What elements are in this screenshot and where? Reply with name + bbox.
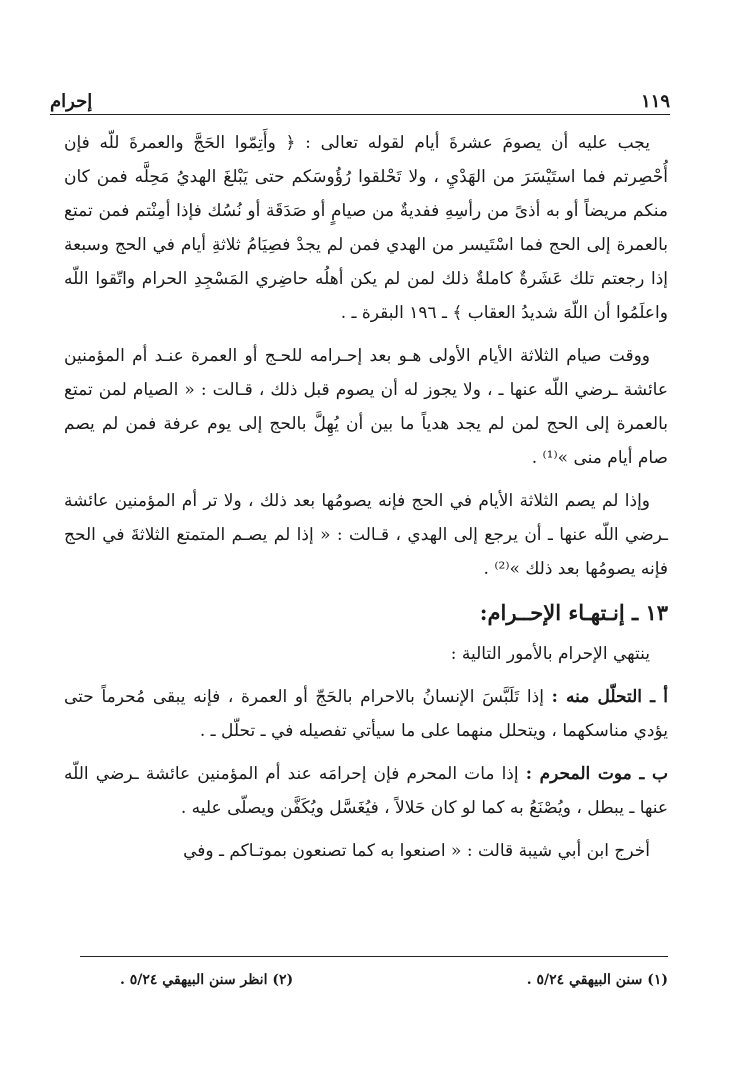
header-divider — [50, 114, 670, 115]
footnote-2: (٢) انظر سنن البيهقي ٥/٢٤ . — [120, 972, 294, 988]
footnote-1: (١) سنن البيهقي ٥/٢٤ . — [526, 972, 668, 988]
item-text: إذا تَلَبَّسَ الإنسانُ بالاحرام بالحَجّ أو العمرة ، فإنه يبقى مُحرماً حتى يؤدي مناسكهما ، ويتحلل منهما على ما سيأتي تفصيله في ـ تحلّل ـ . — [64, 687, 668, 741]
section-title: إحرام — [50, 90, 93, 112]
section-heading: ١٣ ـ إنـتهـاء الإحــرام: — [479, 600, 668, 625]
item-text: إذا مات المحرم فإن إحرامَه عند أم المؤمنين عائشة ـرضي اللّه عنها ـ يبطل ، ويُصْنَعُ به كما لو كان حَلالاً ، فيُغَسَّل ويُكَفَّن ويصلّى عليه . — [64, 764, 668, 818]
closing-line: أخرج ابن أبي شيبة قالت : « اصنعوا به كما تصنعون بموتـاكم ـ وفي — [183, 841, 650, 861]
footnote-divider — [80, 956, 668, 957]
footnotes — [120, 972, 668, 988]
paragraph-fasting-verse: يجب عليه أن يصومَ عشرةَ أيام لقوله تعالى : ﴿ وأَتِمّوا الحَجَّ والعمرةَ للّه فإن أُحْصِرتم فما استَيْسَرَ من الهَدْيِ ، ولا تَحْلقوا رُؤُوسَكم حتى يَبْلغَ الهديُ مَحِلَّه فمن كان منكم مريضاً أو به أذىً من رأسِهِ ففديةٌ من صيامٍ أو صَدَقَة أو نُسُك فإذا أمِنْتم فمن تمتع بالعمرة إلى الحج فما اسْتَيسر من الهدي فمن لم يجدْ فصِيَامُ ثلاثةِ أيام في الحج وسبعة إذا رجعتم تلك عَشَرةٌ كاملةٌ ذلك لمن لم يكن أهلُه حاضِري المَسْجِدِ الحرام واتّقوا اللّه واعلَمُوا أن اللّهَ شديدُ العقاب ﴾ ـ ١٩٦ البقرة ـ . — [64, 133, 668, 323]
page-number: ١١٩ — [640, 90, 670, 112]
page-body — [64, 126, 668, 877]
paragraph-fasting-time: ووقت صيام الثلاثة الأيام الأولى هـو بعد إحـرامه للحـج أو العمرة عنـد أم المؤمنين عائشة ـرضي اللّه عنها ـ ، ولا يجوز له أن يصوم قبل ذلك ، قـالت : « الصيام لمن تمتع بالعمرة إلى الحج لمن لم يجد هدياً ما بين أن يُهِلَّ بالحج إلى يوم عرفة فمن لم يصم صام أيام منى »⁽¹⁾ . — [64, 346, 668, 468]
paragraph-missed-fasting: وإذا لم يصم الثلاثة الأيام في الحج فإنه يصومُها بعد ذلك ، ولا تر أم المؤمنين عائشة ـرضي اللّه عنها ـ أن يرجع إلى الهدي ، قـالت : « إذا لم يصـم المتمتع الثلاثةَ في الحج فإنه يصومُها بعد ذلك »⁽²⁾ . — [64, 491, 668, 579]
list-item — [64, 757, 668, 825]
list-item — [64, 680, 668, 748]
item-label: ب ـ موت المحرم : — [525, 764, 669, 784]
item-label: أ ـ التحلّل منه : — [551, 687, 669, 707]
intro-line: ينتهي الإحرام بالأمور التالية : — [450, 644, 650, 664]
page-header — [50, 88, 670, 114]
